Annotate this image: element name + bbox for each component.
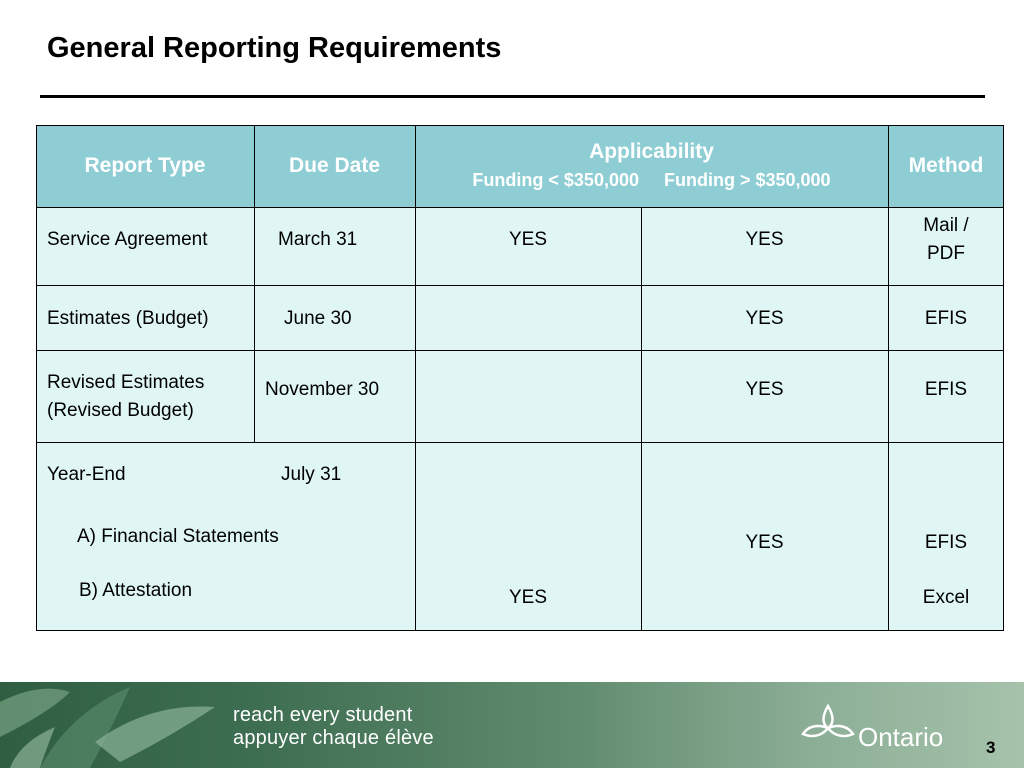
header-funding-high: Funding > $350,000 <box>664 170 831 190</box>
row2-report-type: Estimates (Budget) <box>47 308 209 329</box>
header-report-type <box>36 125 254 207</box>
page-number: 3 <box>986 738 996 757</box>
row1-report-type: Service Agreement <box>47 229 208 250</box>
header-due-date <box>254 125 415 207</box>
row3-report-type-line1: Revised Estimates <box>47 372 205 393</box>
col-divider <box>254 125 255 442</box>
row4-due-date: July 31 <box>281 464 342 485</box>
header-funding-low: Funding < $350,000 <box>472 170 639 190</box>
row3-report-type-line2: (Revised Budget) <box>47 400 194 421</box>
row1-funding-high: YES <box>745 229 784 250</box>
row-divider <box>36 207 1004 208</box>
row4-funding-high: YES <box>745 532 784 553</box>
header-method-label: Method <box>908 154 984 177</box>
row1-method-line1: Mail / <box>923 215 969 236</box>
row4-method-a: EFIS <box>924 532 968 553</box>
row1-method-line2: PDF <box>927 243 965 264</box>
row3-funding-high: YES <box>745 379 784 400</box>
row4-method-b: Excel <box>922 587 970 608</box>
row-divider <box>36 350 1004 351</box>
row1-due-date: March 31 <box>278 229 358 250</box>
row2-due-date: June 30 <box>284 308 352 329</box>
ontario-wordmark: Ontario <box>858 722 944 752</box>
header-funding-row <box>472 166 830 194</box>
table-border-left <box>36 125 37 631</box>
footer-banner <box>0 682 1024 768</box>
row-divider <box>36 285 1004 286</box>
row4-sub-b: B) Attestation <box>79 580 193 601</box>
row4-funding-low: YES <box>508 587 548 608</box>
trillium-logo-icon <box>800 702 856 748</box>
slogan-french: appuyer chaque élève <box>233 727 434 749</box>
header-applicability-label: Applicability <box>589 140 714 163</box>
col-divider <box>888 125 889 631</box>
row3-method: EFIS <box>924 379 968 400</box>
leaf-graphic-icon <box>0 682 230 768</box>
row4-report-type: Year-End <box>47 464 126 485</box>
requirements-table <box>36 125 1004 631</box>
row3-due-date: November 30 <box>265 379 380 400</box>
row1-funding-low: YES <box>508 229 548 250</box>
title-divider <box>40 95 985 98</box>
table-border-top <box>36 125 1004 126</box>
table-border-right <box>1003 125 1004 631</box>
header-report-type-label: Report Type <box>84 154 206 177</box>
header-applicability <box>415 125 888 207</box>
row2-funding-high: YES <box>745 308 784 329</box>
table-border-bottom <box>36 630 1004 631</box>
page-title: General Reporting Requirements <box>47 32 502 64</box>
row4-sub-a: A) Financial Statements <box>77 526 279 547</box>
header-due-date-label: Due Date <box>288 154 381 177</box>
col-divider <box>415 125 416 631</box>
row2-method: EFIS <box>924 308 968 329</box>
col-divider <box>641 207 642 631</box>
header-method <box>888 125 1004 207</box>
row-divider <box>36 442 1004 443</box>
slogan-english: reach every student <box>233 704 413 726</box>
